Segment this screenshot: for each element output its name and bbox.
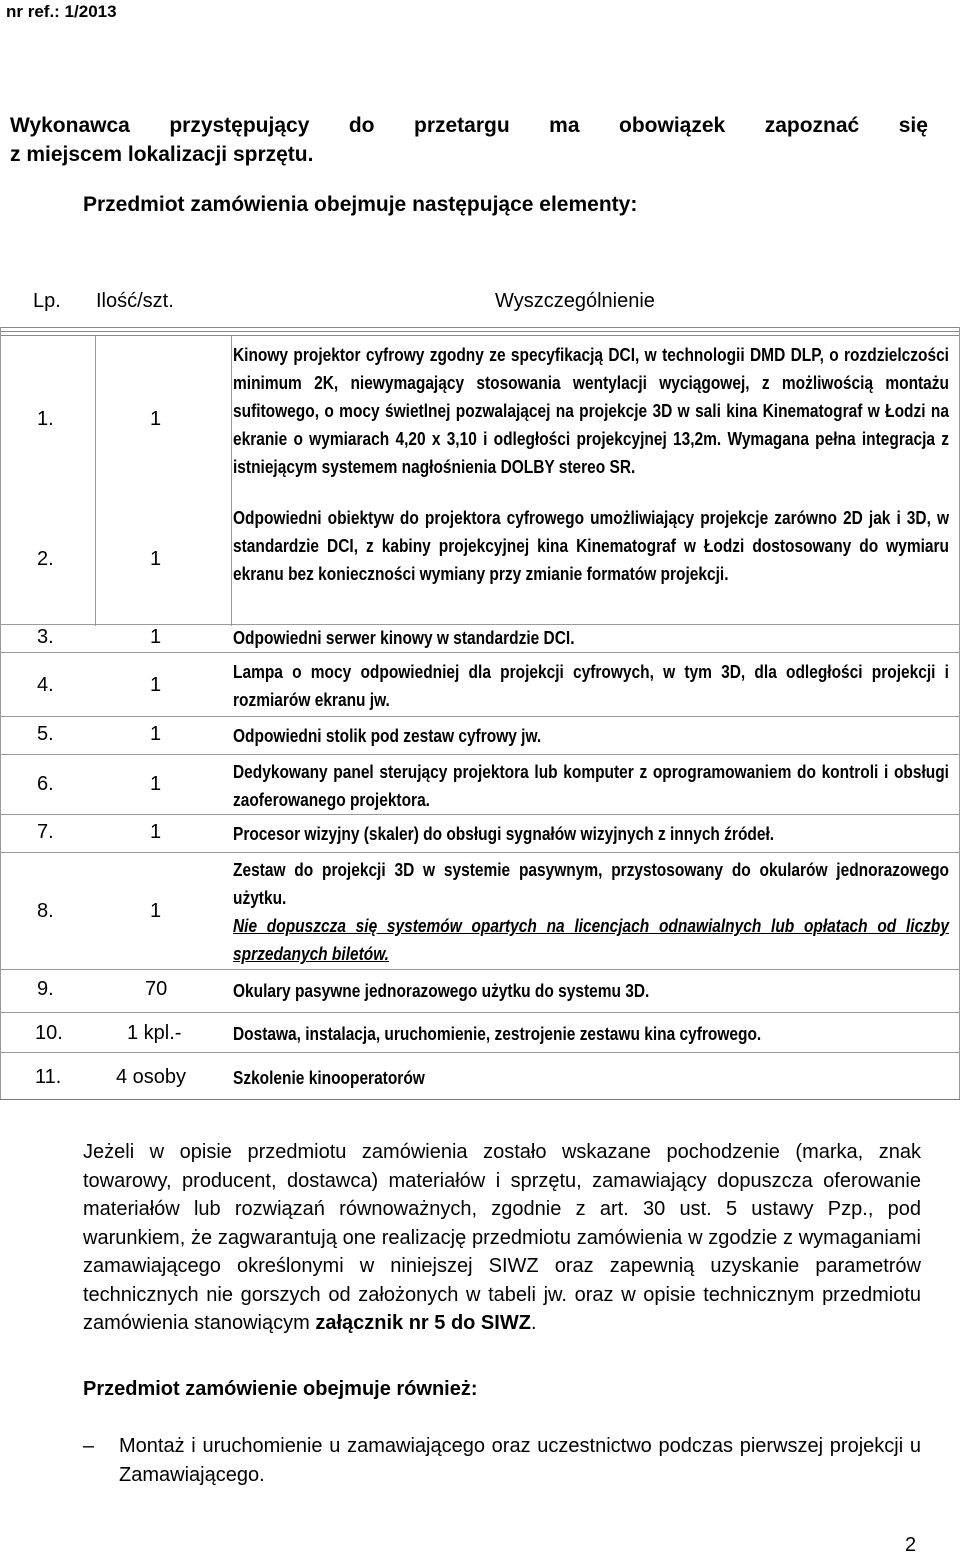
row-description: Dostawa, instalacja, uruchomienie, zestrojenie zestawu kina cyfrowego. — [233, 1024, 762, 1044]
row-description: Okulary pasywne jednorazowego użytku do systemu 3D. — [233, 981, 650, 1001]
reference-number: nr ref.: 1/2013 — [6, 2, 117, 21]
equivalence-paragraph: Jeżeli w opisie przedmiotu zamówienia zostało wskazane pochodzenie (marka, znak towarowy, producent, dostawca) materiałów i sprzętu, zamawiający dopuszcza oferowanie materiałów lub rozwiązań równoważnych, zgodnie z art. 30 ust. 5 ustawy Pzp., pod warunkiem, że zagwarantują one realizację przedmiotu zamówienia w zgodzie z wymaganiami zamawiającego określonymi w niniejszej SIWZ oraz zapewnią uzyskanie parametrów technicznych nie gorszych od założonych w tabeli jw. oraz w opisie technicznym przedmiotu zamówienia stanowiącym załącznik nr 5 do SIWZ. — [83, 1141, 921, 1334]
row-lp: 4. — [37, 674, 54, 696]
dash-bullet: – — [83, 1435, 95, 1457]
intro-paragraph — [10, 111, 928, 169]
intro-word: zapoznać — [764, 114, 860, 137]
page-number: 2 — [905, 1534, 917, 1556]
also-heading: Przedmiot zamówienie obejmuje również: — [83, 1378, 478, 1400]
row-description: Zestaw do projekcji 3D w systemie pasywnym, przystosowany do okularów jednorazowego użytku. Nie dopuszcza się systemów opartych na licencjach odnawialnych lub opłatach od liczby sprzedanych biletów. — [233, 856, 949, 968]
header-lp: Lp. — [33, 290, 61, 312]
row-lp: 1. — [37, 408, 54, 430]
row-lp: 5. — [37, 723, 54, 745]
column-divider — [95, 336, 96, 626]
header-rule-mid — [0, 331, 960, 332]
header-rule-top — [0, 327, 960, 328]
row-description: Szkolenie kinooperatorów — [233, 1068, 425, 1088]
row-rule — [0, 754, 960, 755]
row-description: Odpowiedni serwer kinowy w standardzie DCI. — [233, 628, 575, 648]
row-lp: 8. — [37, 900, 54, 922]
row-description: Dedykowany panel sterujący projektora lub komputer z oprogramowaniem do kontroli i obsługi zaoferowanego projektora. — [233, 762, 949, 810]
intro-line-2: z miejscem lokalizacji sprzętu. — [10, 143, 314, 166]
row-description: Procesor wizyjny (skaler) do obsługi sygnałów wizyjnych z innych źródeł. — [233, 824, 775, 844]
intro-word: do — [348, 114, 375, 137]
row-lp: 3. — [37, 626, 54, 648]
row-lp: 7. — [37, 821, 54, 843]
column-divider — [231, 336, 232, 626]
row-qty: 1 — [150, 626, 162, 648]
row-qty: 1 — [150, 674, 162, 696]
row-rule — [0, 716, 960, 717]
intro-word: ma — [549, 114, 580, 137]
row-rule — [0, 969, 960, 970]
intro-word: Wykonawca — [10, 114, 130, 137]
row-lp: 11. — [35, 1066, 62, 1088]
header-desc: Wyszczególnienie — [495, 290, 655, 312]
row-rule — [0, 814, 960, 815]
row-qty: 1 — [150, 773, 162, 795]
section-subheading: Przedmiot zamówienia obejmuje następujące elementy: — [83, 193, 638, 216]
attachment-reference: załącznik nr 5 do SIWZ — [315, 1312, 531, 1334]
intro-word: obowiązek — [619, 114, 726, 137]
intro-word: się — [898, 114, 928, 137]
row-qty: 1 — [150, 900, 162, 922]
intro-word: przetargu — [414, 114, 510, 137]
table-border-left — [0, 327, 1, 1099]
bullet-text: Montaż i uruchomienie u zamawiającego oraz uczestnictwo podczas pierwszej projekcji u Zamawiającego. — [119, 1435, 921, 1486]
row-qty: 4 osoby — [116, 1066, 187, 1088]
row-description: Odpowiedni obiektyw do projektora cyfrowego umożliwiający projekcje zarówno 2D jak i 3D, w standardzie DCI, z kabiny projekcyjnej kina Kinematograf w Łodzi dostosowany do wymiaru ekranu bez konieczności wymiany przy zmianie formatów projekcji. — [233, 508, 949, 584]
row-rule — [0, 1012, 960, 1013]
row-qty: 1 — [150, 548, 162, 570]
header-qty: Ilość/szt. — [96, 290, 174, 312]
row-rule — [0, 652, 960, 653]
row-rule — [0, 1052, 960, 1053]
items-table — [0, 284, 960, 1102]
row-lp: 2. — [37, 548, 54, 570]
row-note: Nie dopuszcza się systemów opartych na licencjach odnawialnych lub opłatach od liczby sprzedanych biletów. — [233, 916, 949, 964]
row-qty: 70 — [145, 978, 168, 1000]
row-description: Kinowy projektor cyfrowy zgodny ze specyfikacją DCI, w technologii DMD DLP, o rozdzielczości minimum 2K, niewymagający stosowania wentylacji wyciągowej, z możliwością montażu sufitowego, o mocy świetlnej pozwalającej na projekcje 3D w sali kina Kinematograf w Łodzi na ekranie o wymiarach 4,20 x 3,10 i odległości projekcyjnej 13,2m. Wymagana pełna integracja z istniejącym systemem nagłośnienia DOLBY stereo SR. — [233, 345, 949, 477]
intro-line-1 — [10, 111, 928, 140]
header-rule-bottom — [0, 335, 960, 336]
intro-word: przystępujący — [169, 114, 310, 137]
row-qty: 1 — [150, 408, 162, 430]
row-qty: 1 — [150, 821, 162, 843]
row-qty: 1 kpl.- — [127, 1022, 182, 1044]
row-lp: 9. — [37, 978, 54, 1000]
row-description: Lampa o mocy odpowiedniej dla projekcji cyfrowych, w tym 3D, dla odległości projekcji i rozmiarów ekranu jw. — [233, 662, 949, 710]
row-lp: 10. — [35, 1022, 63, 1044]
row-qty: 1 — [150, 723, 162, 745]
row-rule — [0, 852, 960, 853]
row-description: Odpowiedni stolik pod zestaw cyfrowy jw. — [233, 726, 542, 746]
table-bottom-rule — [0, 1099, 960, 1100]
row-lp: 6. — [37, 773, 54, 795]
